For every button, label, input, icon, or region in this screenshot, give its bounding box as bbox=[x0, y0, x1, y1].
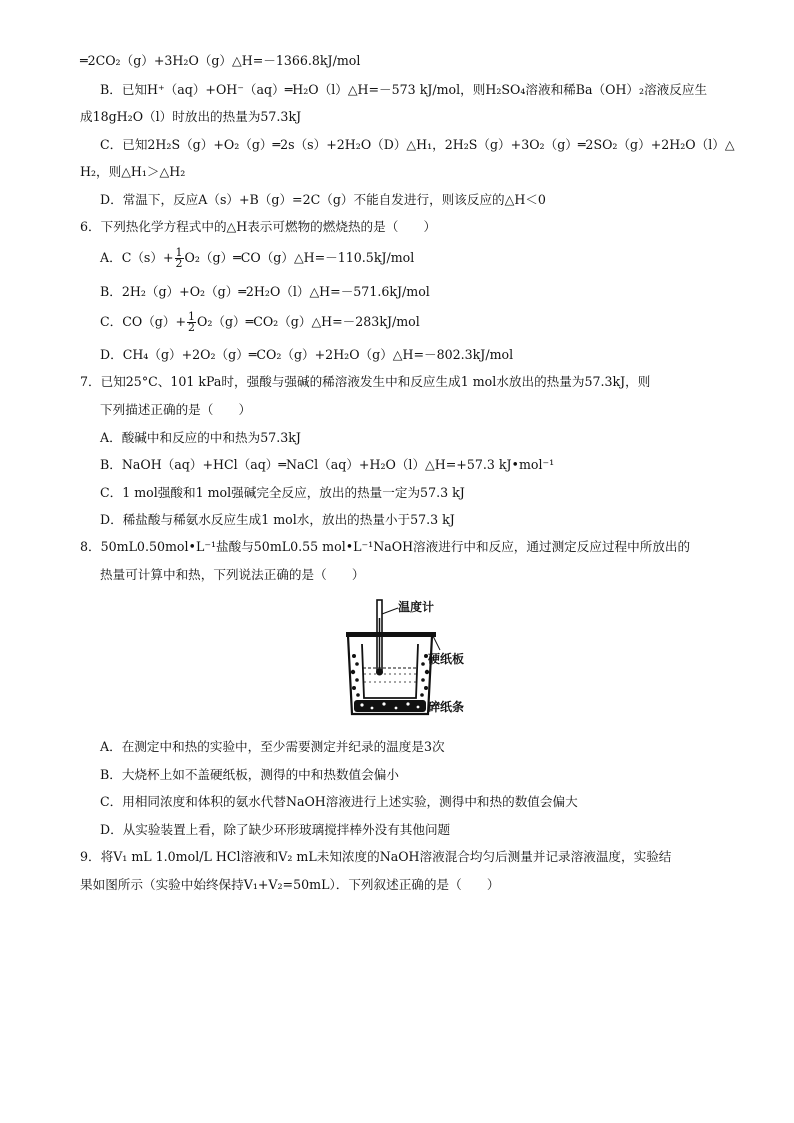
text-line: D．稀盐酸与稀氨水反应生成1 mol水，放出的热量小于57.3 kJ bbox=[100, 512, 455, 527]
text-line: B．已知H⁺（aq）+OH⁻（aq）═H₂O（l）△H=－573 kJ/mol，则H₂SO₄溶液和稀Ba（OH）₂溶液反应生 bbox=[100, 82, 708, 97]
label-thermometer: 温度计 bbox=[398, 600, 435, 614]
text-line: D．常温下，反应A（s）+B（g）=2C（g）不能自发进行，则该反应的△H＜0 bbox=[100, 192, 546, 207]
text-line: A．酸碱中和反应的中和热为57.3kJ bbox=[100, 430, 301, 445]
label-paper: 碎纸条 bbox=[428, 700, 465, 714]
fraction-denominator: 2 bbox=[188, 321, 195, 334]
text-line: 9．将V₁ mL 1.0mol/L HCl溶液和V₂ mL未知浓度的NaOH溶液混合均匀后测量并记录溶液温度，实验结 bbox=[80, 849, 672, 864]
text-line: B．2H₂（g）+O₂（g）═2H₂O（l）△H=－571.6kJ/mol bbox=[100, 284, 430, 299]
text-line: 8．50mL0.50mol•L⁻¹盐酸与50mL0.55 mol•L⁻¹NaOH溶液进行中和反应，通过测定反应过程中所放出的 bbox=[80, 539, 691, 554]
cardboard-lid bbox=[346, 632, 436, 637]
text-line: ═2CO₂（g）+3H₂O（g）△H=－1366.8kJ/mol bbox=[80, 53, 361, 68]
thermometer-bulb bbox=[376, 669, 383, 676]
text-line: D．从实验装置上看，除了缺少环形玻璃搅拌棒外没有其他问题 bbox=[100, 822, 451, 837]
text-line: 下列描述正确的是（ ） bbox=[100, 402, 252, 417]
equation-prefix: C．CO（g）+ bbox=[100, 314, 186, 329]
text-line: 成18gH₂O（l）时放出的热量为57.3kJ bbox=[80, 109, 302, 124]
fraction-numerator: 1 bbox=[188, 310, 195, 323]
text-line: C．用相同浓度和体积的氨水代替NaOH溶液进行上述实验，测得中和热的数值会偏大 bbox=[100, 794, 578, 809]
equation-suffix: O₂（g）═CO（g）△H=－110.5kJ/mol bbox=[184, 250, 415, 265]
label-cardboard: 硬纸板 bbox=[428, 652, 465, 666]
equation-line bbox=[100, 248, 414, 269]
inner-beaker bbox=[362, 644, 418, 698]
text-line: A．在测定中和热的实验中，至少需要测定并纪录的温度是3次 bbox=[100, 739, 445, 754]
text-line: H₂，则△H₁＞△H₂ bbox=[80, 164, 186, 179]
text-line: C．已知2H₂S（g）+O₂（g）═2s（s）+2H₂O（D）△H₁，2H₂S（g）+3O₂（g）═2SO₂（g）+2H₂O（l）△ bbox=[100, 137, 735, 152]
text-line: B．NaOH（aq）+HCl（aq）═NaCl（aq）+H₂O（l）△H=+57.3 kJ•mol⁻¹ bbox=[100, 457, 555, 472]
equation-prefix: A．C（s）+ bbox=[100, 250, 174, 265]
fraction-numerator: 1 bbox=[175, 246, 183, 259]
text-line: 6．下列热化学方程式中的△H表示可燃物的燃烧热的是（ ） bbox=[80, 219, 437, 234]
text-line: 果如图所示（实验中始终保持V₁+V₂=50mL）．下列叙述正确的是（ ） bbox=[80, 877, 500, 892]
text-line: 7．已知25°C、101 kPa时，强酸与强碱的稀溶液发生中和反应生成1 mol水放出的热量为57.3kJ，则 bbox=[80, 374, 651, 389]
equation-line bbox=[100, 312, 420, 333]
calorimeter-figure bbox=[340, 598, 470, 720]
text-line: 热量可计算中和热，下列说法正确的是（ ） bbox=[100, 567, 365, 582]
fraction-denominator: 2 bbox=[175, 257, 183, 270]
text-line: B．大烧杯上如不盖硬纸板，测得的中和热数值会偏小 bbox=[100, 767, 399, 782]
text-line: C．1 mol强酸和1 mol强碱完全反应，放出的热量一定为57.3 kJ bbox=[100, 485, 465, 500]
fraction bbox=[187, 312, 196, 333]
text-line: D．CH₄（g）+2O₂（g）═CO₂（g）+2H₂O（g）△H=－802.3kJ/mol bbox=[100, 347, 514, 362]
fraction bbox=[175, 248, 184, 269]
equation-suffix: O₂（g）═CO₂（g）△H=－283kJ/mol bbox=[197, 314, 420, 329]
